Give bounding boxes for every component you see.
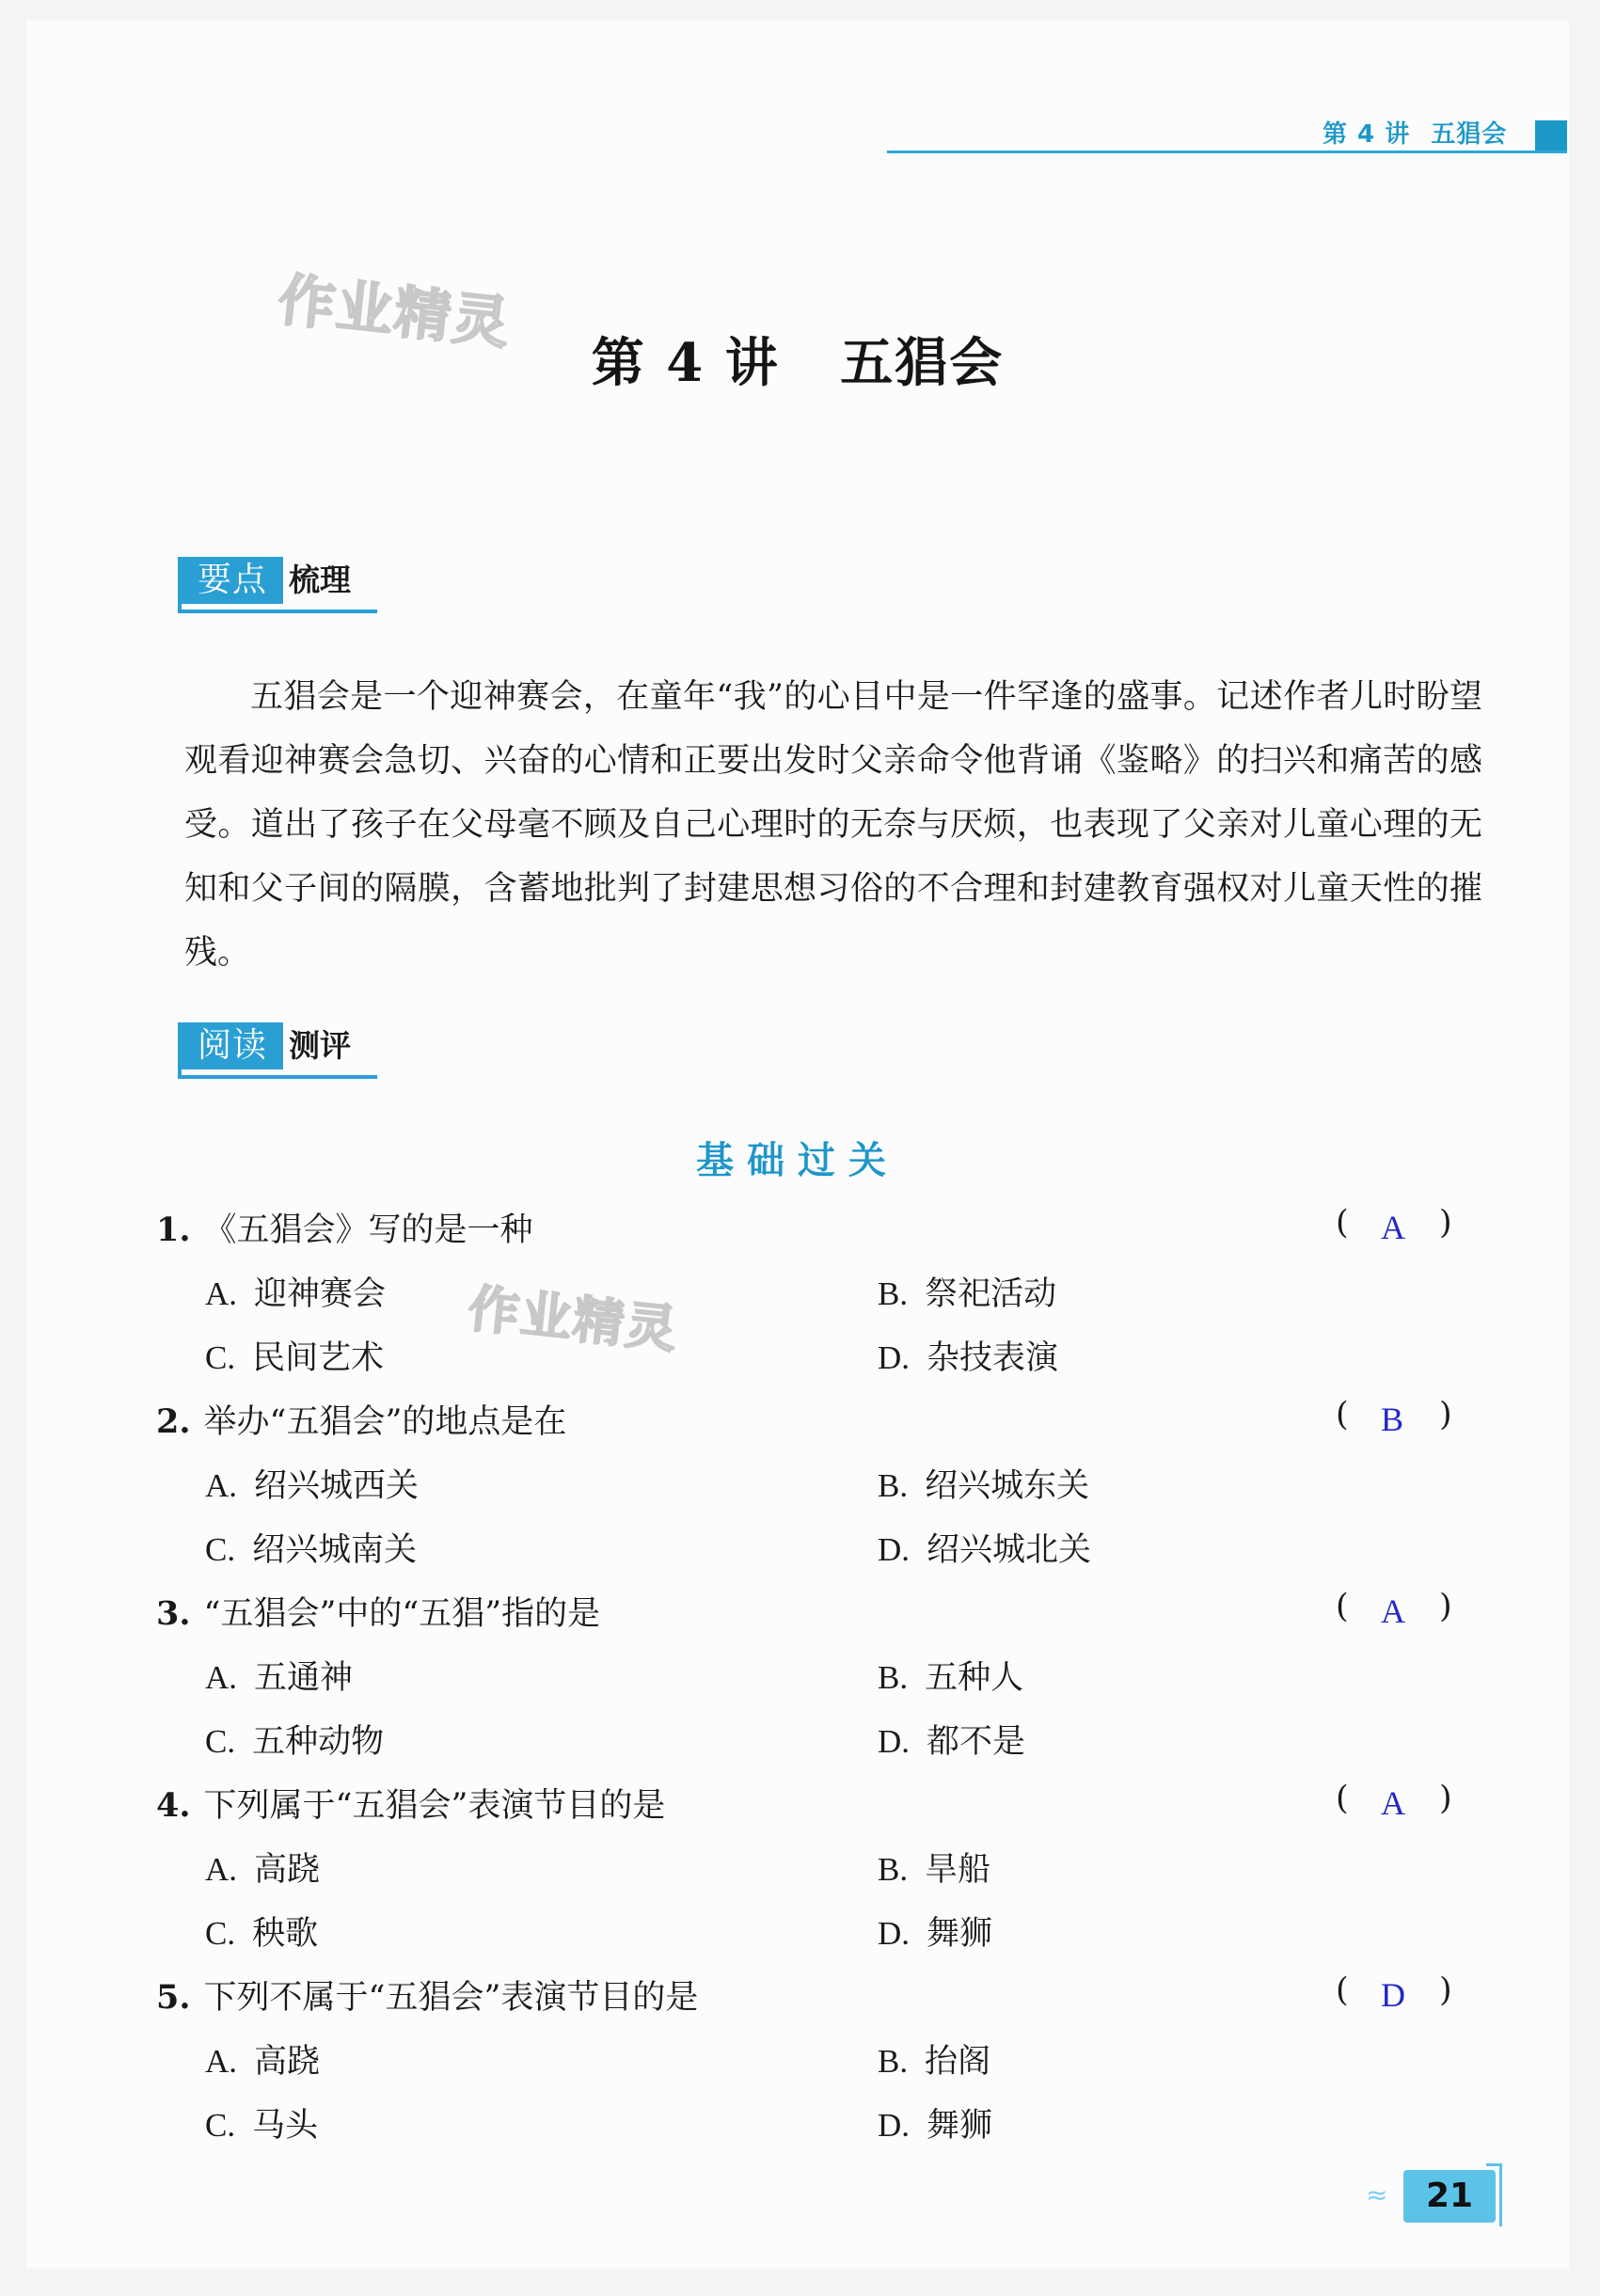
question-stem: “五猖会”中的“五猖”指的是: [203, 1595, 601, 1633]
tag-underline: [182, 610, 377, 613]
watermark-logo: 作业精灵: [465, 1278, 682, 1360]
option-key: C.: [205, 1723, 236, 1760]
question-number: 3.: [156, 1594, 191, 1633]
option-key: D.: [878, 1723, 911, 1760]
question-text: [156, 1971, 698, 2019]
option-key: B.: [878, 1851, 909, 1888]
option-a: [205, 1460, 419, 1507]
tag-underline: [182, 1075, 377, 1079]
watermark-logo: 作业精灵: [275, 267, 515, 357]
option-c: [205, 1908, 318, 1955]
tag-label-rest: 梳理: [289, 562, 351, 598]
option-text: 都不是: [927, 1723, 1026, 1761]
option-key: A.: [205, 1659, 238, 1696]
question-number: 2.: [156, 1402, 191, 1441]
option-key: D.: [878, 2107, 911, 2144]
running-header-lecture: 第 4 讲: [1323, 120, 1411, 149]
question-number: 1.: [156, 1211, 191, 1249]
option-b: [878, 1460, 1089, 1507]
option-key: B.: [878, 1467, 909, 1504]
question-text: [156, 1396, 566, 1443]
page-number: 21: [1403, 2170, 1496, 2223]
option-d: [878, 1524, 1091, 1571]
option-key: A.: [205, 2043, 238, 2080]
option-key: A.: [205, 1851, 238, 1888]
answer-value: B: [1381, 1401, 1404, 1438]
option-key: A.: [205, 1467, 238, 1504]
tag-label-rest: 测评: [289, 1027, 351, 1064]
option-text: 绍兴城西关: [254, 1467, 420, 1505]
subsection-heading: 基础过关: [696, 1139, 899, 1182]
option-key: A.: [205, 1275, 238, 1312]
question-number: 5.: [156, 1978, 191, 2017]
paren-close: ): [1439, 1396, 1452, 1433]
question-stem: 下列不属于“五猖会”表演节目的是: [203, 1979, 699, 2017]
option-text: 杂技表演: [927, 1339, 1059, 1377]
running-header: [1323, 115, 1507, 150]
option-text: 高跷: [254, 2043, 321, 2081]
question-stem: 下列属于“五猖会”表演节目的是: [203, 1787, 666, 1825]
option-text: 五种人: [925, 1659, 1024, 1697]
option-text: 绍兴城东关: [925, 1467, 1090, 1505]
option-text: 旱船: [925, 1851, 991, 1889]
option-b: [878, 1268, 1056, 1315]
option-key: C.: [205, 2107, 236, 2144]
option-text: 舞狮: [927, 1915, 993, 1953]
option-c: [205, 1716, 384, 1763]
question-stem: 《五猖会》写的是一种: [203, 1211, 533, 1249]
summary-paragraph: 五猖会是一个迎神赛会，在童年“我”的心目中是一件罕逢的盛事。记述作者儿时盼望观看迎神赛会急切、兴奋的心情和正要出发时父亲命令他背诵《鉴略》的扫兴和痛苦的感受。道出了孩子在父母毫不顾及自己心理时的无奈与厌烦，也表现了父亲对儿童心理的无知和父子间的隔膜，含蓄地批判了封建思想习俗的不合理和封建教育强权对儿童天性的摧残。: [184, 678, 1482, 972]
option-key: C.: [205, 1339, 236, 1376]
question-stem: 举办“五猖会”的地点是在: [203, 1403, 567, 1441]
option-text: 五种动物: [252, 1723, 385, 1761]
option-text: 秧歌: [252, 1915, 319, 1953]
paren-open: (: [1336, 1204, 1349, 1242]
option-key: B.: [878, 2043, 909, 2080]
option-key: C.: [205, 1531, 236, 1568]
option-b: [878, 1652, 1023, 1699]
answer-value: D: [1381, 1976, 1405, 2014]
option-key: D.: [878, 1531, 911, 1568]
paren-open: (: [1336, 1971, 1349, 2009]
tag-label: 阅读: [182, 1022, 283, 1069]
option-text: 五通神: [254, 1659, 354, 1697]
option-b: [878, 1844, 990, 1891]
option-c: [205, 2099, 318, 2146]
option-key: C.: [205, 1915, 236, 1952]
paren-close: ): [1439, 1971, 1452, 2009]
wave-decoration-icon: ≈: [1366, 2179, 1388, 2210]
option-key: D.: [878, 1339, 911, 1376]
page-title: 第 4 讲 五猖会: [591, 332, 1005, 394]
paren-open: (: [1336, 1780, 1349, 1817]
answer-value: A: [1381, 1592, 1405, 1630]
option-d: [878, 1332, 1058, 1379]
header-square-icon: [1535, 120, 1567, 152]
option-key: D.: [878, 1915, 911, 1952]
option-text: 祭祀活动: [925, 1275, 1057, 1313]
option-text: 迎神赛会: [254, 1275, 387, 1313]
option-text: 抬阁: [925, 2043, 991, 2081]
option-a: [205, 1844, 320, 1891]
paren-close: ): [1439, 1204, 1452, 1242]
question-number: 4.: [156, 1786, 191, 1825]
option-b: [878, 2035, 990, 2082]
page: [26, 21, 1569, 2269]
running-header-title: 五猖会: [1431, 120, 1508, 149]
paren-open: (: [1336, 1396, 1349, 1433]
option-text: 绍兴城北关: [927, 1531, 1092, 1569]
option-key: B.: [878, 1275, 909, 1312]
option-d: [878, 1716, 1025, 1763]
answer-value: A: [1381, 1209, 1405, 1246]
option-text: 马头: [252, 2107, 319, 2145]
option-a: [205, 2035, 320, 2082]
page-number-bracket: [1486, 2163, 1502, 2226]
option-c: [205, 1524, 417, 1571]
option-a: [205, 1268, 386, 1315]
question-text: [156, 1588, 600, 1635]
option-c: [205, 1332, 384, 1379]
option-a: [205, 1652, 353, 1699]
question-text: [156, 1204, 533, 1251]
option-d: [878, 1908, 992, 1955]
option-key: B.: [878, 1659, 909, 1696]
paren-close: ): [1439, 1780, 1452, 1817]
option-text: 绍兴城南关: [252, 1531, 418, 1569]
option-text: 民间艺术: [252, 1339, 385, 1377]
option-text: 舞狮: [927, 2107, 993, 2145]
option-d: [878, 2099, 992, 2146]
paren-close: ): [1439, 1588, 1452, 1625]
paren-open: (: [1336, 1588, 1349, 1625]
header-rule: [887, 150, 1567, 153]
answer-value: A: [1381, 1784, 1405, 1822]
question-text: [156, 1780, 665, 1827]
option-text: 高跷: [254, 1851, 321, 1889]
tag-label: 要点: [182, 557, 283, 604]
